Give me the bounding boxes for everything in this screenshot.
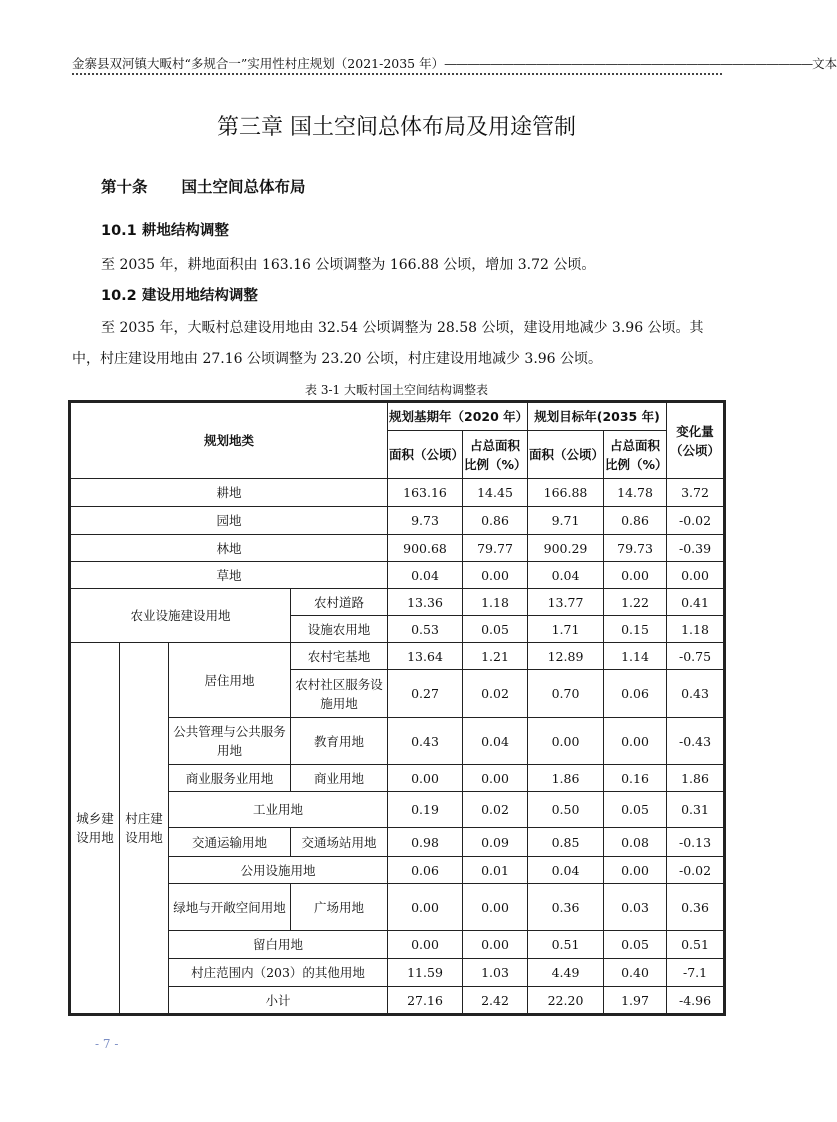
table-row xyxy=(71,828,724,857)
base-area: 0.00 xyxy=(388,765,463,792)
land-use-table xyxy=(70,402,724,1014)
target-ratio: 0.00 xyxy=(604,562,667,589)
change-value: -7.1 xyxy=(667,959,724,987)
change-value: -0.39 xyxy=(667,535,724,562)
row-label: 耕地 xyxy=(71,479,388,507)
base-ratio: 1.03 xyxy=(463,959,528,987)
header-base-year: 规划基期年（2020 年） xyxy=(388,403,528,431)
base-ratio: 1.18 xyxy=(463,589,528,616)
target-ratio: 1.14 xyxy=(604,643,667,670)
table-row xyxy=(71,643,724,670)
section-title: 10.1 耕地结构调整 xyxy=(101,223,229,239)
group-label-residential: 居住用地 xyxy=(169,643,291,718)
target-ratio: 0.05 xyxy=(604,931,667,959)
target-ratio: 79.73 xyxy=(604,535,667,562)
target-area: 0.04 xyxy=(528,562,604,589)
base-area: 13.36 xyxy=(388,589,463,616)
row-label: 教育用地 xyxy=(291,718,388,765)
row-label: 工业用地 xyxy=(169,792,388,828)
target-area: 0.51 xyxy=(528,931,604,959)
target-ratio: 0.05 xyxy=(604,792,667,828)
running-header-suffix: 文本 xyxy=(812,56,837,71)
row-label: 农村社区服务设施用地 xyxy=(291,670,388,718)
base-ratio: 0.00 xyxy=(463,562,528,589)
table-row xyxy=(71,589,724,616)
paragraph: 至 2035 年，大畈村总建设用地由 32.54 公顷调整为 28.58 公顷，建设用地减少 3.96 公顷。其中，村庄建设用地由 27.16 公顷调整为 23.20 公顷，村庄建设用地减少 3.96 公顷。 xyxy=(72,320,704,367)
change-value: 0.31 xyxy=(667,792,724,828)
change-value: -4.96 xyxy=(667,987,724,1014)
base-area: 0.53 xyxy=(388,616,463,643)
base-area: 163.16 xyxy=(388,479,463,507)
target-area: 1.86 xyxy=(528,765,604,792)
target-ratio: 0.40 xyxy=(604,959,667,987)
article-number: 第十条 xyxy=(101,178,148,196)
row-label: 小计 xyxy=(169,987,388,1014)
target-area: 0.04 xyxy=(528,857,604,884)
article-heading xyxy=(101,176,306,198)
target-ratio: 0.03 xyxy=(604,884,667,931)
change-value: -0.75 xyxy=(667,643,724,670)
page-number: - 7 - xyxy=(95,1037,119,1051)
target-area: 9.71 xyxy=(528,507,604,535)
change-value: 1.18 xyxy=(667,616,724,643)
base-area: 0.19 xyxy=(388,792,463,828)
base-ratio: 0.00 xyxy=(463,765,528,792)
group-label-agri: 农业设施建设用地 xyxy=(71,589,291,643)
target-ratio: 0.08 xyxy=(604,828,667,857)
target-ratio: 0.06 xyxy=(604,670,667,718)
change-value: 3.72 xyxy=(667,479,724,507)
row-label: 林地 xyxy=(71,535,388,562)
table-row xyxy=(71,507,724,535)
header-category: 规划地类 xyxy=(71,403,388,479)
target-area: 0.36 xyxy=(528,884,604,931)
change-value: 0.41 xyxy=(667,589,724,616)
running-header-title: 金寨县双河镇大畈村“多规合一”实用性村庄规划（2021-2035 年） xyxy=(72,56,445,71)
base-area: 0.98 xyxy=(388,828,463,857)
base-ratio: 0.00 xyxy=(463,884,528,931)
base-area: 13.64 xyxy=(388,643,463,670)
group-label-green: 绿地与开敞空间用地 xyxy=(169,884,291,931)
table-row xyxy=(71,792,724,828)
base-ratio: 0.09 xyxy=(463,828,528,857)
base-area: 0.04 xyxy=(388,562,463,589)
base-area: 0.06 xyxy=(388,857,463,884)
base-area: 9.73 xyxy=(388,507,463,535)
change-value: -0.13 xyxy=(667,828,724,857)
target-ratio: 1.97 xyxy=(604,987,667,1014)
target-ratio: 0.00 xyxy=(604,718,667,765)
group-label-transport: 交通运输用地 xyxy=(169,828,291,857)
target-area: 12.89 xyxy=(528,643,604,670)
change-value: -0.43 xyxy=(667,718,724,765)
base-area: 11.59 xyxy=(388,959,463,987)
row-label: 商业用地 xyxy=(291,765,388,792)
base-area: 900.68 xyxy=(388,535,463,562)
target-area: 13.77 xyxy=(528,589,604,616)
target-area: 1.71 xyxy=(528,616,604,643)
change-value: -0.02 xyxy=(667,507,724,535)
target-area: 4.49 xyxy=(528,959,604,987)
target-ratio: 0.00 xyxy=(604,857,667,884)
row-label: 留白用地 xyxy=(169,931,388,959)
change-value: 1.86 xyxy=(667,765,724,792)
table-caption: 表 3-1 大畈村国土空间结构调整表 xyxy=(305,383,488,397)
row-label: 农村宅基地 xyxy=(291,643,388,670)
group-label-public: 公共管理与公共服务用地 xyxy=(169,718,291,765)
table-row xyxy=(71,959,724,987)
group-label-urban-rural: 城乡建设用地 xyxy=(71,643,120,1014)
base-ratio: 14.45 xyxy=(463,479,528,507)
base-ratio: 0.01 xyxy=(463,857,528,884)
table-row-subtotal xyxy=(71,987,724,1014)
base-ratio: 1.21 xyxy=(463,643,528,670)
target-area: 0.00 xyxy=(528,718,604,765)
table-row xyxy=(71,884,724,931)
base-area: 0.00 xyxy=(388,884,463,931)
target-area: 900.29 xyxy=(528,535,604,562)
header-base-ratio: 占总面积比例（%） xyxy=(463,431,528,479)
section-title: 10.2 建设用地结构调整 xyxy=(101,288,258,304)
target-ratio: 1.22 xyxy=(604,589,667,616)
paragraph: 至 2035 年，耕地面积由 163.16 公顷调整为 166.88 公顷，增加 3.72 公顷。 xyxy=(101,257,596,273)
target-ratio: 0.16 xyxy=(604,765,667,792)
base-ratio: 0.02 xyxy=(463,670,528,718)
running-header-rule: ———————————————————————————————— xyxy=(444,56,813,71)
table-row xyxy=(71,535,724,562)
base-ratio: 2.42 xyxy=(463,987,528,1014)
header-target-year: 规划目标年(2035 年) xyxy=(528,403,667,431)
base-ratio: 0.02 xyxy=(463,792,528,828)
base-area: 0.00 xyxy=(388,931,463,959)
target-area: 0.70 xyxy=(528,670,604,718)
chapter-title: 第三章 国土空间总体布局及用途管制 xyxy=(217,115,576,140)
row-label: 园地 xyxy=(71,507,388,535)
header-change: 变化量（公顷） xyxy=(667,403,724,479)
target-area: 0.85 xyxy=(528,828,604,857)
change-value: 0.51 xyxy=(667,931,724,959)
row-label: 交通场站用地 xyxy=(291,828,388,857)
change-value: 0.36 xyxy=(667,884,724,931)
row-label: 公用设施用地 xyxy=(169,857,388,884)
target-ratio: 0.86 xyxy=(604,507,667,535)
table-row xyxy=(71,857,724,884)
header-target-ratio: 占总面积比例（%） xyxy=(604,431,667,479)
table-row xyxy=(71,718,724,765)
change-value: 0.00 xyxy=(667,562,724,589)
target-ratio: 14.78 xyxy=(604,479,667,507)
table-row xyxy=(71,562,724,589)
target-area: 166.88 xyxy=(528,479,604,507)
base-area: 27.16 xyxy=(388,987,463,1014)
header-base-area: 面积（公顷） xyxy=(388,431,463,479)
base-ratio: 0.05 xyxy=(463,616,528,643)
group-label-commercial: 商业服务业用地 xyxy=(169,765,291,792)
row-label: 农村道路 xyxy=(291,589,388,616)
article-title: 国土空间总体布局 xyxy=(181,178,306,196)
table-row xyxy=(71,931,724,959)
row-label: 草地 xyxy=(71,562,388,589)
group-label-village: 村庄建设用地 xyxy=(120,643,169,1014)
base-area: 0.27 xyxy=(388,670,463,718)
running-header xyxy=(72,55,837,75)
base-ratio: 0.00 xyxy=(463,931,528,959)
change-value: 0.43 xyxy=(667,670,724,718)
row-label: 设施农用地 xyxy=(291,616,388,643)
table-row xyxy=(71,765,724,792)
change-value: -0.02 xyxy=(667,857,724,884)
row-label: 广场用地 xyxy=(291,884,388,931)
table-row xyxy=(71,479,724,507)
base-ratio: 0.04 xyxy=(463,718,528,765)
target-ratio: 0.15 xyxy=(604,616,667,643)
header-target-area: 面积（公顷） xyxy=(528,431,604,479)
base-ratio: 79.77 xyxy=(463,535,528,562)
target-area: 0.50 xyxy=(528,792,604,828)
base-area: 0.43 xyxy=(388,718,463,765)
base-ratio: 0.86 xyxy=(463,507,528,535)
row-label: 村庄范围内（203）的其他用地 xyxy=(169,959,388,987)
target-area: 22.20 xyxy=(528,987,604,1014)
